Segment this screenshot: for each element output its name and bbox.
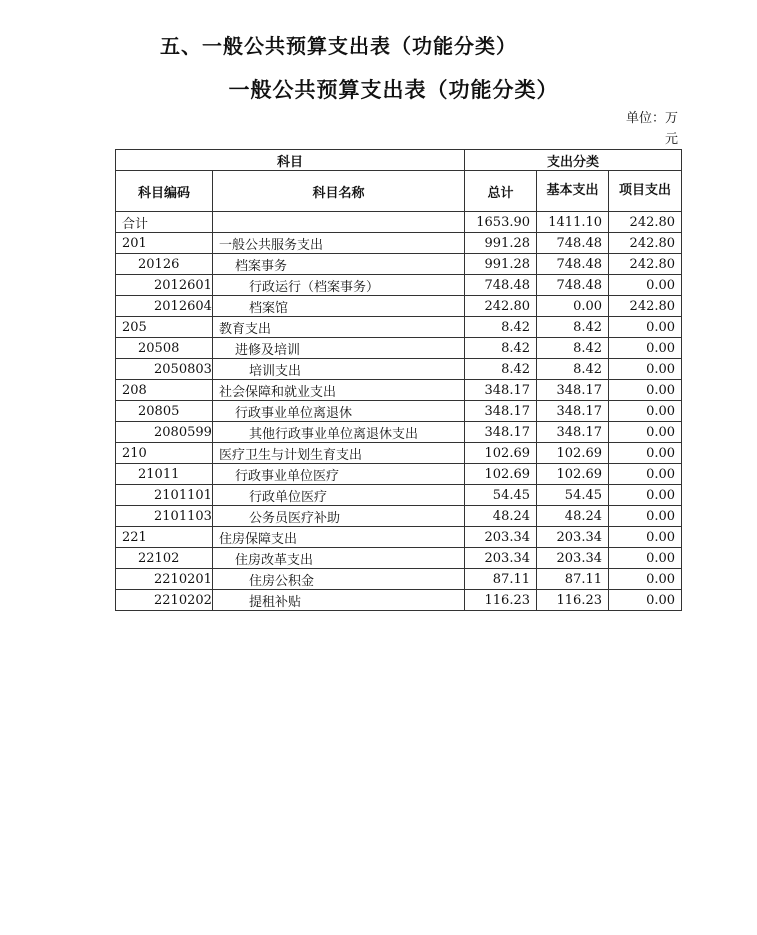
- cell-total: 991.28: [465, 254, 537, 275]
- cell-name: 行政事业单位离退休: [213, 401, 465, 422]
- header-project: 项目支出: [609, 171, 682, 212]
- cell-code: 2101103: [116, 506, 213, 527]
- cell-code: 21011: [116, 464, 213, 485]
- table-row: [116, 275, 682, 296]
- cell-total: 8.42: [465, 359, 537, 380]
- cell-name: 医疗卫生与计划生育支出: [213, 443, 465, 464]
- cell-code: 20508: [116, 338, 213, 359]
- cell-basic: 748.48: [537, 254, 609, 275]
- section-title: 五、一般公共预算支出表（功能分类）: [160, 34, 517, 58]
- cell-project: 242.80: [609, 233, 682, 254]
- table-row: [116, 254, 682, 275]
- cell-total: 348.17: [465, 380, 537, 401]
- cell-basic: 102.69: [537, 464, 609, 485]
- cell-name: 其他行政事业单位离退休支出: [213, 422, 465, 443]
- cell-project: 0.00: [609, 317, 682, 338]
- cell-name: [213, 212, 465, 233]
- header-expense-category: 支出分类: [465, 150, 682, 171]
- table-row: [116, 464, 682, 485]
- cell-total: 1653.90: [465, 212, 537, 233]
- cell-total: 348.17: [465, 422, 537, 443]
- cell-project: 0.00: [609, 401, 682, 422]
- cell-total: 203.34: [465, 527, 537, 548]
- cell-total: 102.69: [465, 443, 537, 464]
- cell-basic: 748.48: [537, 275, 609, 296]
- table-row: [116, 233, 682, 254]
- cell-total: 54.45: [465, 485, 537, 506]
- cell-basic: 116.23: [537, 590, 609, 611]
- cell-basic: 1411.10: [537, 212, 609, 233]
- cell-project: 0.00: [609, 443, 682, 464]
- cell-project: 0.00: [609, 569, 682, 590]
- cell-name: 行政运行（档案事务）: [213, 275, 465, 296]
- cell-code: 2012604: [116, 296, 213, 317]
- table-row: [116, 590, 682, 611]
- cell-project: 0.00: [609, 380, 682, 401]
- cell-code: 2101101: [116, 485, 213, 506]
- cell-name: 行政单位医疗: [213, 485, 465, 506]
- cell-basic: 8.42: [537, 338, 609, 359]
- cell-name: 培训支出: [213, 359, 465, 380]
- header-basic: 基本支出: [537, 171, 609, 212]
- cell-project: 242.80: [609, 296, 682, 317]
- cell-name: 公务员医疗补助: [213, 506, 465, 527]
- cell-name: 住房改革支出: [213, 548, 465, 569]
- cell-project: 0.00: [609, 590, 682, 611]
- cell-code: 2210202: [116, 590, 213, 611]
- table-row: [116, 317, 682, 338]
- table-row: [116, 443, 682, 464]
- cell-code: 221: [116, 527, 213, 548]
- cell-code: 201: [116, 233, 213, 254]
- cell-code: 20805: [116, 401, 213, 422]
- cell-total: 748.48: [465, 275, 537, 296]
- cell-name: 社会保障和就业支出: [213, 380, 465, 401]
- cell-code: 2080599: [116, 422, 213, 443]
- cell-project: 0.00: [609, 338, 682, 359]
- cell-basic: 0.00: [537, 296, 609, 317]
- cell-basic: 348.17: [537, 401, 609, 422]
- cell-total: 48.24: [465, 506, 537, 527]
- unit-label: 单位：万元: [625, 111, 678, 147]
- cell-name: 档案馆: [213, 296, 465, 317]
- cell-project: 0.00: [609, 422, 682, 443]
- cell-total: 102.69: [465, 464, 537, 485]
- header-total: 总计: [465, 171, 537, 212]
- cell-total: 8.42: [465, 338, 537, 359]
- cell-code: 20126: [116, 254, 213, 275]
- cell-total: 348.17: [465, 401, 537, 422]
- cell-basic: 8.42: [537, 359, 609, 380]
- header-subject: 科目: [116, 150, 465, 171]
- cell-basic: 348.17: [537, 422, 609, 443]
- cell-project: 0.00: [609, 527, 682, 548]
- table-row: [116, 380, 682, 401]
- table-row: [116, 548, 682, 569]
- cell-basic: 8.42: [537, 317, 609, 338]
- cell-project: 0.00: [609, 275, 682, 296]
- cell-total: 991.28: [465, 233, 537, 254]
- table-row: [116, 338, 682, 359]
- cell-code: 208: [116, 380, 213, 401]
- cell-name: 提租补贴: [213, 590, 465, 611]
- cell-code: 210: [116, 443, 213, 464]
- cell-code: 2012601: [116, 275, 213, 296]
- cell-basic: 102.69: [537, 443, 609, 464]
- header-name: 科目名称: [213, 171, 465, 212]
- table-row: [116, 527, 682, 548]
- cell-name: 进修及培训: [213, 338, 465, 359]
- cell-name: 住房公积金: [213, 569, 465, 590]
- table-row: [116, 359, 682, 380]
- cell-name: 档案事务: [213, 254, 465, 275]
- header-code: 科目编码: [116, 171, 213, 212]
- cell-basic: 203.34: [537, 548, 609, 569]
- table-row: [116, 401, 682, 422]
- cell-total: 116.23: [465, 590, 537, 611]
- table-row: [116, 485, 682, 506]
- table-row: [116, 296, 682, 317]
- table-row: [116, 212, 682, 233]
- table-row: [116, 422, 682, 443]
- cell-basic: 203.34: [537, 527, 609, 548]
- cell-project: 0.00: [609, 548, 682, 569]
- cell-total: 242.80: [465, 296, 537, 317]
- cell-basic: 348.17: [537, 380, 609, 401]
- cell-project: 0.00: [609, 359, 682, 380]
- cell-total: 203.34: [465, 548, 537, 569]
- cell-project: 0.00: [609, 485, 682, 506]
- cell-name: 行政事业单位医疗: [213, 464, 465, 485]
- cell-basic: 48.24: [537, 506, 609, 527]
- cell-name: 教育支出: [213, 317, 465, 338]
- cell-project: 242.80: [609, 254, 682, 275]
- table-title: 一般公共预算支出表（功能分类）: [228, 78, 559, 102]
- table-body: [116, 212, 682, 611]
- cell-code: 205: [116, 317, 213, 338]
- cell-basic: 54.45: [537, 485, 609, 506]
- cell-code: 2050803: [116, 359, 213, 380]
- cell-code: 合计: [116, 212, 213, 233]
- cell-name: 住房保障支出: [213, 527, 465, 548]
- cell-code: 22102: [116, 548, 213, 569]
- cell-total: 8.42: [465, 317, 537, 338]
- cell-basic: 87.11: [537, 569, 609, 590]
- cell-project: 242.80: [609, 212, 682, 233]
- expense-table: [115, 149, 682, 611]
- cell-code: 2210201: [116, 569, 213, 590]
- cell-basic: 748.48: [537, 233, 609, 254]
- cell-total: 87.11: [465, 569, 537, 590]
- table-row: [116, 506, 682, 527]
- cell-project: 0.00: [609, 464, 682, 485]
- cell-project: 0.00: [609, 506, 682, 527]
- table-row: [116, 569, 682, 590]
- cell-name: 一般公共服务支出: [213, 233, 465, 254]
